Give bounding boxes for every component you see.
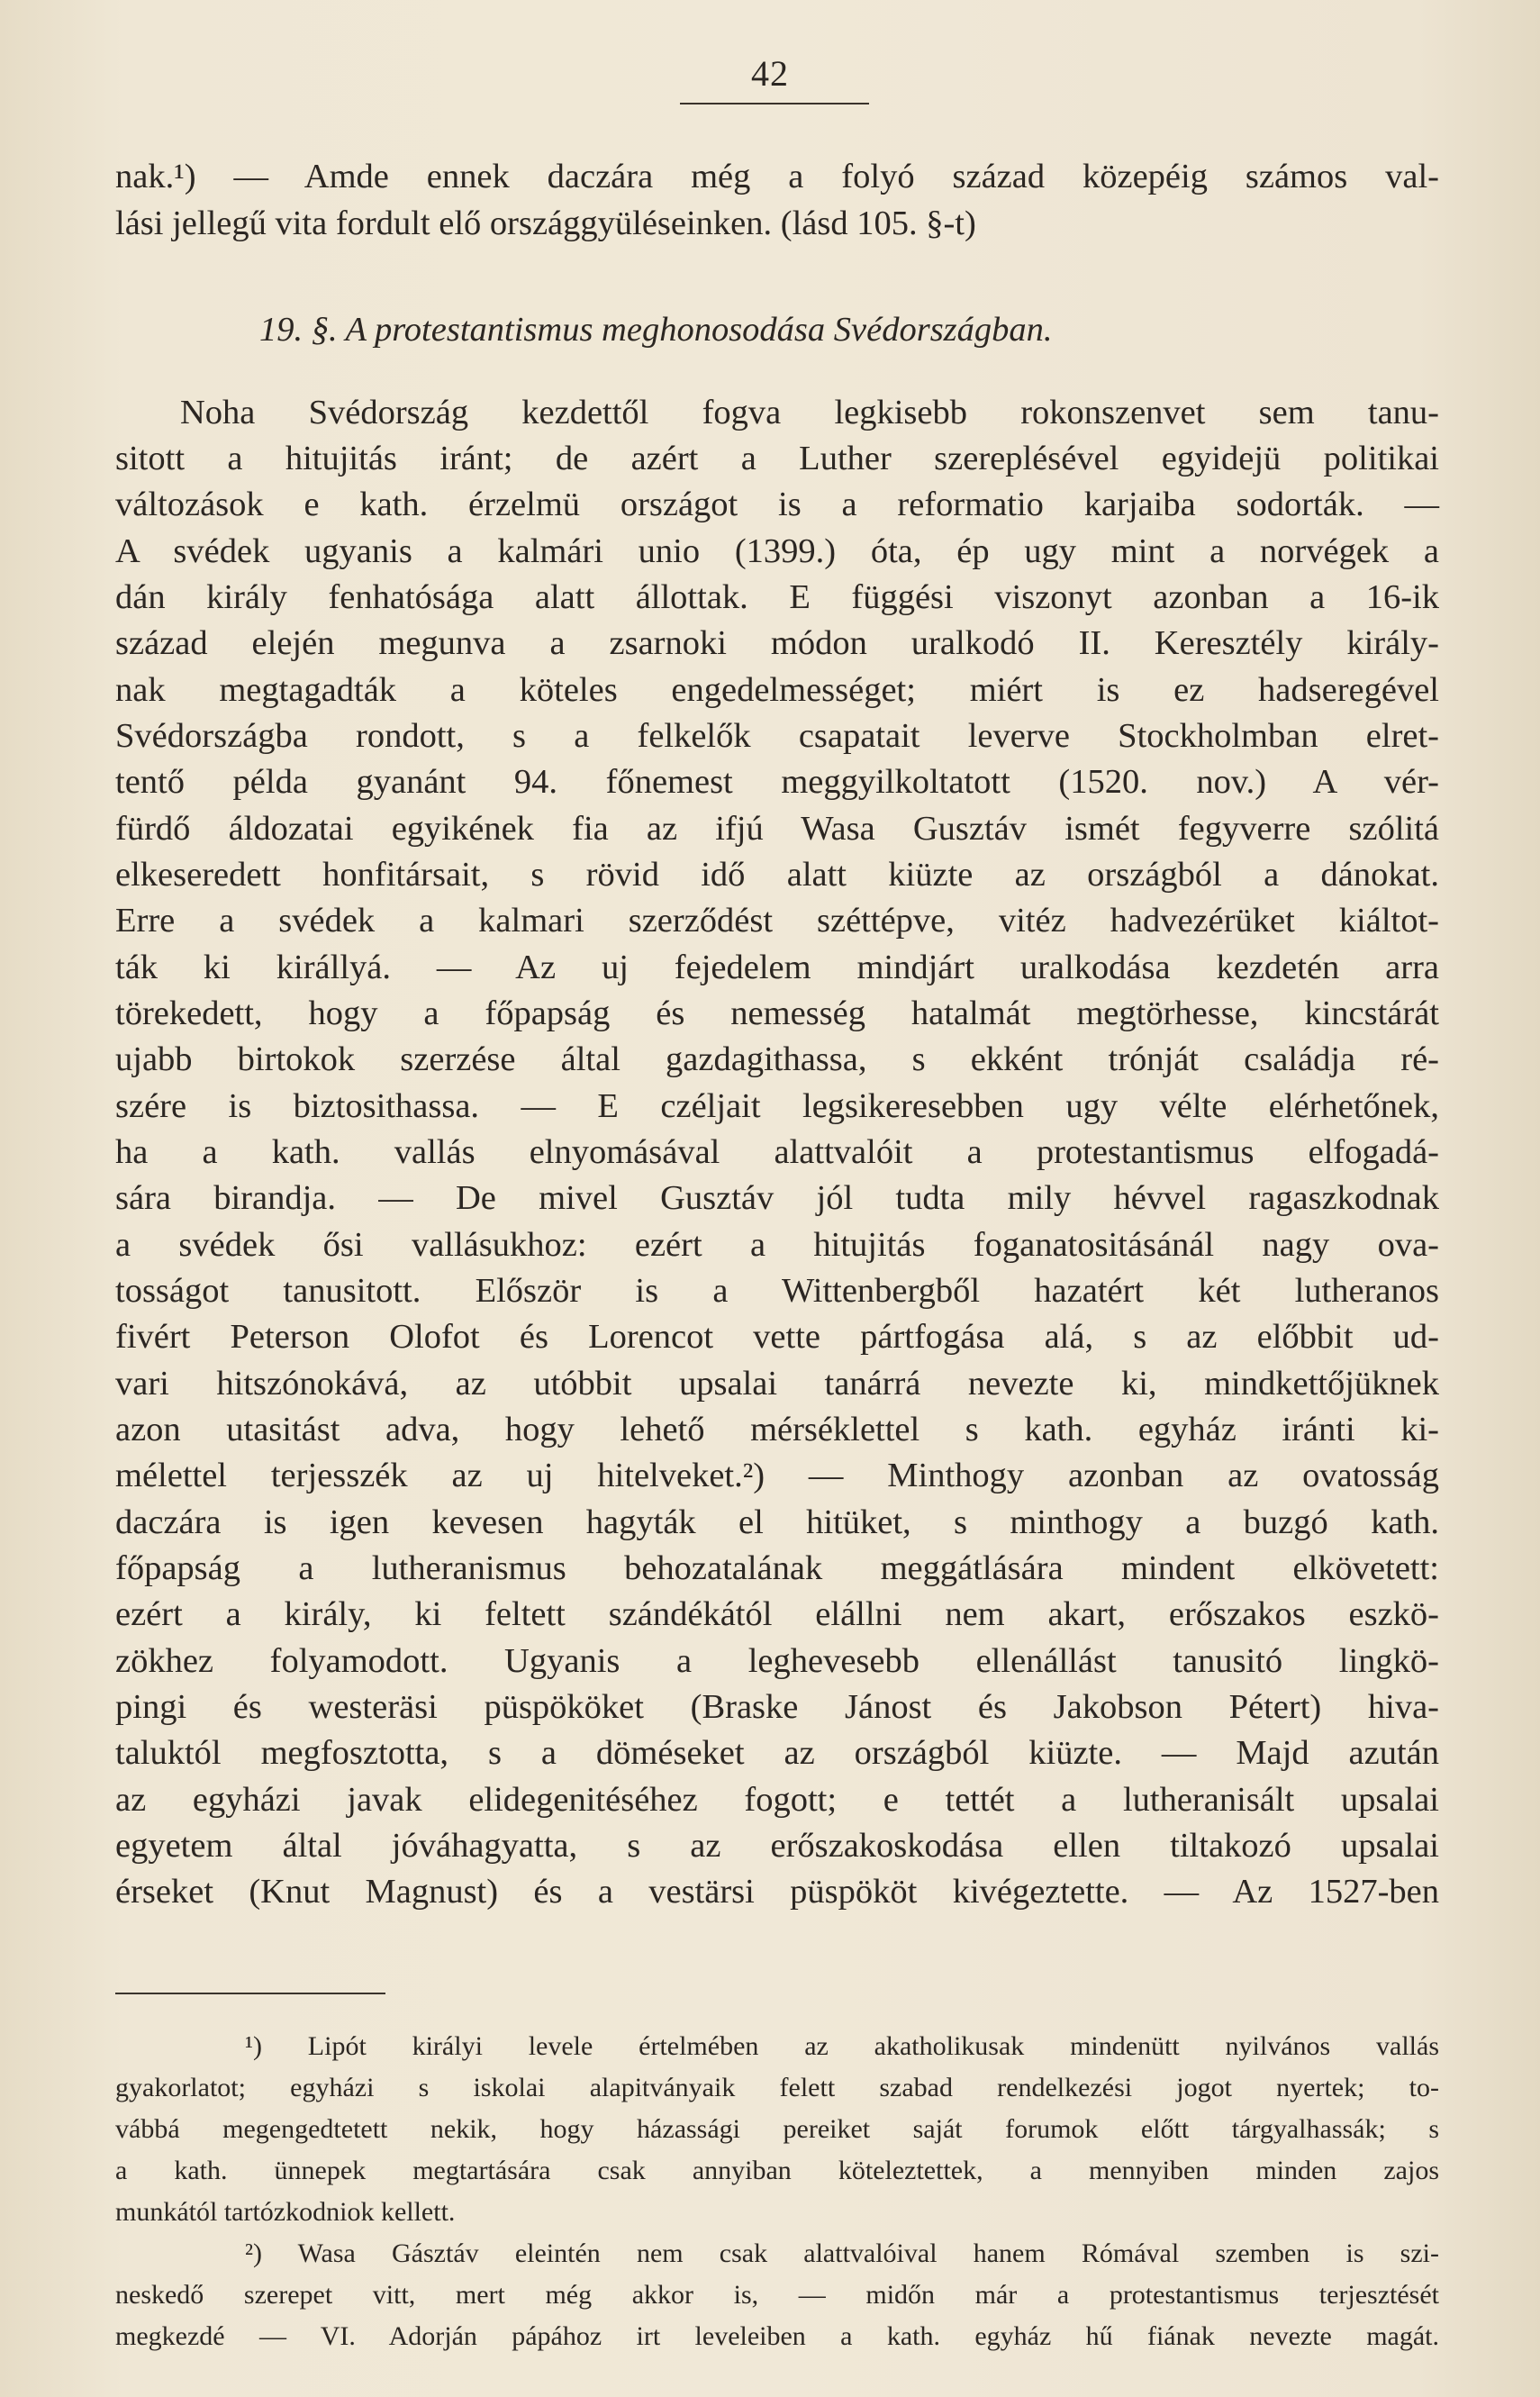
page-number-rule	[680, 103, 869, 104]
body-line: főpapság a lutheranismus behozatalának meggátlására mindent elkövetett:	[115, 1549, 1439, 1587]
body-line: egyetem által jóváhagyatta, s az erőszakoskodása ellen tiltakozó upsalai	[115, 1827, 1439, 1865]
body-line: sitott a hitujitás iránt; de azért a Luther szereplésével egyidejü politikai	[115, 440, 1439, 477]
body-line: változások e kath. érzelmü országot is a reformatio karjaiba sodorták. —	[115, 486, 1439, 523]
body-line: taluktól megfosztotta, s a döméseket az országból kiüzte. — Majd azután	[115, 1734, 1439, 1772]
body-line: zökhez folyamodott. Ugyanis a leghevesebb ellenállást tanusitó lingkö-	[115, 1642, 1439, 1680]
body-line: nak.¹) — Amde ennek daczára még a folyó század közepéig számos val-	[115, 158, 1439, 195]
body-line: tentő példa gyanánt 94. főnemest meggyilkoltatott (1520. nov.) A vér-	[115, 763, 1439, 801]
footnote-line: gyakorlatot; egyházi s iskolai alapitványaik felett szabad rendelkezési jogot nyertek; to-	[115, 2073, 1439, 2102]
footnote-line: megkezdé — VI. Adorján pápához irt leveleiben a kath. egyház hű fiának nevezte magát.	[115, 2321, 1439, 2351]
body-line: Noha Svédország kezdettől fogva legkisebb rokonszenvet sem tanu-	[180, 394, 1439, 431]
body-line: tosságot tanusitott. Először is a Wittenbergből hazatért két lutheranos	[115, 1272, 1439, 1310]
body-line: a svédek ősi vallásukhoz: ezért a hitujitás foganatositásánál nagy ova-	[115, 1226, 1439, 1264]
body-line: fürdő áldozatai egyikének fia az ifjú Wasa Gusztáv ismét fegyverre szólitá	[115, 810, 1439, 848]
footnote-line: neskedő szerepet vitt, mert még akkor is, — midőn már a protestantismus terjesztését	[115, 2280, 1439, 2310]
footnote-line: munkától tartózkodniok kellett.	[115, 2197, 456, 2227]
body-line: mélettel terjesszék az uj hitelveket.²) — Minthogy azonban az ovatosság	[115, 1457, 1439, 1494]
body-line: vari hitszónokává, az utóbbit upsalai tanárrá nevezte ki, mindkettőjüknek	[115, 1365, 1439, 1403]
footnote-line: ²) Wasa Gásztáv eleintén nem csak alattvalóival hanem Rómával szemben is szi-	[245, 2238, 1439, 2268]
body-line: dán király fenhatósága alatt állottak. E függési viszonyt azonban a 16-ik	[115, 578, 1439, 616]
body-line: Erre a svédek a kalmari szerződést széttépve, vitéz hadvezérüket kiáltot-	[115, 902, 1439, 940]
body-line: ezért a király, ki feltett szándékától elállni nem akart, erőszakos eszkö-	[115, 1595, 1439, 1633]
body-line: azon utasitást adva, hogy lehető mérséklettel s kath. egyház iránti ki-	[115, 1411, 1439, 1448]
body-line: érseket (Knut Magnust) és a vestärsi püspököt kivégeztette. — Az 1527-ben	[115, 1873, 1439, 1911]
body-line: nak megtagadták a köteles engedelmességet; miért is ez hadseregével	[115, 671, 1439, 709]
body-line: ujabb birtokok szerzése által gazdagithassa, s ekként trónját családja ré-	[115, 1040, 1439, 1078]
body-line: lási jellegű vita fordult elő országgyüléseinken. (lásd 105. §-t)	[115, 204, 976, 242]
body-line: ha a kath. vallás elnyomásával alattvalóit a protestantismus elfogadá-	[115, 1133, 1439, 1171]
body-line: Svédországba rondott, s a felkelők csapatait leverve Stockholmban elret-	[115, 717, 1439, 755]
footnote-line: a kath. ünnepek megtartására csak annyiban köteleztettek, a mennyiben minden zajos	[115, 2156, 1439, 2185]
body-line: sára birandja. — De mivel Gusztáv jól tudta mily hévvel ragaszkodnak	[115, 1179, 1439, 1217]
body-line: A svédek ugyanis a kalmári unio (1399.) óta, ép ugy mint a norvégek a	[115, 532, 1439, 570]
body-line: fivért Peterson Olofot és Lorencot vette pártfogása alá, s az előbbit ud-	[115, 1318, 1439, 1356]
body-line: század elején megunva a zsarnoki módon uralkodó II. Keresztély király-	[115, 624, 1439, 662]
body-line: elkeseredett honfitársait, s rövid idő alatt kiüzte az országból a dánokat.	[115, 856, 1439, 894]
footnote-line: ¹) Lipót királyi levele értelmében az akatholikusak mindenütt nyilvános vallás	[245, 2031, 1439, 2061]
body-line: pingi és westeräsi püspököket (Braske Jánost és Jakobson Pétert) hiva-	[115, 1688, 1439, 1726]
body-line: daczára is igen kevesen hagyták el hitüket, s minthogy a buzgó kath.	[115, 1503, 1439, 1541]
body-line: ták ki királlyá. — Az uj fejedelem mindjárt uralkodása kezdetén arra	[115, 949, 1439, 986]
body-line: az egyházi javak elidegenitéséhez fogott; e tettét a lutheranisált upsalai	[115, 1781, 1439, 1819]
section-heading: 19. §. A protestantismus meghonosodása Svédországban.	[259, 311, 1053, 349]
body-line: szére is biztosithassa. — E czéljait legsikeresebben ugy vélte elérhetőnek,	[115, 1087, 1439, 1125]
footnote-rule	[115, 1993, 385, 1994]
body-line: törekedett, hogy a főpapság és nemesség hatalmát megtörhesse, kincstárát	[115, 994, 1439, 1032]
footnote-line: vábbá megengedtetett nekik, hogy házassági pereiket saját forumok előtt tárgyalhassák; s	[115, 2114, 1439, 2144]
page-number: 42	[751, 53, 789, 94]
